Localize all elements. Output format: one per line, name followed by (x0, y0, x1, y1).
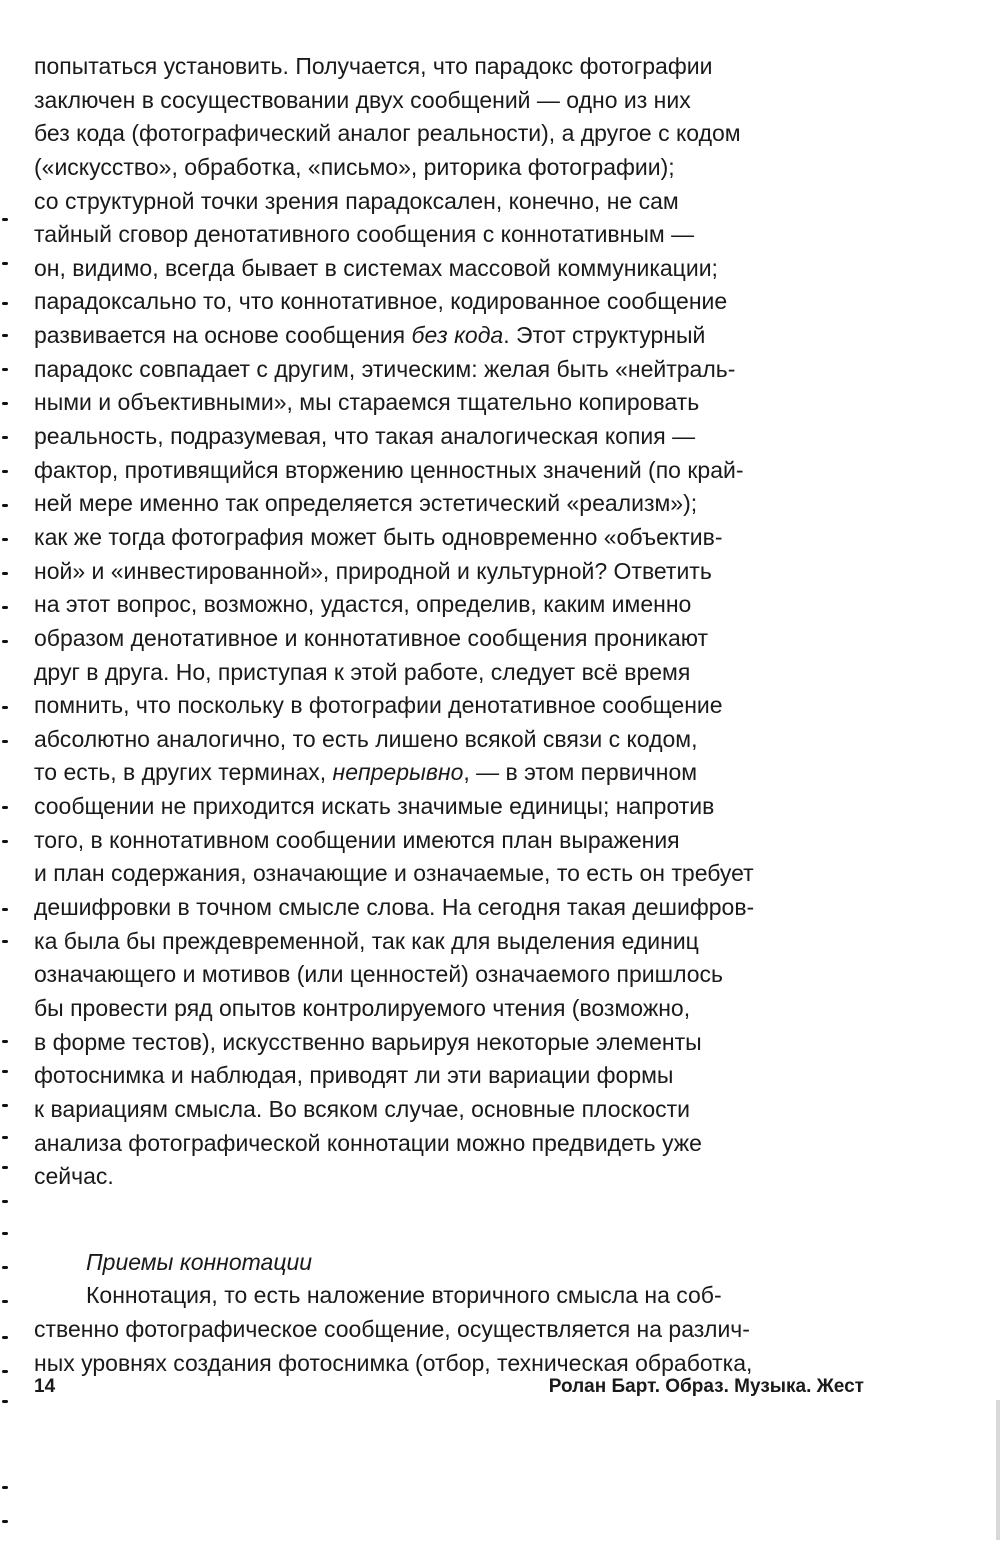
binding-mark (2, 606, 8, 609)
text-line: тайный сговор денотативного сообщения с коннотативным — (34, 221, 695, 248)
text-line: анализа фотографической коннотации можно предвидеть уже (34, 1129, 702, 1156)
text-line: помнить, что поскольку в фотографии денотативное сообщение (34, 692, 723, 719)
binding-mark (2, 402, 8, 405)
text-line: ными и объективными», мы стараемся тщательно копировать (34, 389, 700, 416)
binding-mark (2, 218, 8, 221)
text-line: фотоснимка и наблюдая, приводят ли эти вариации формы (34, 1062, 674, 1089)
binding-mark (2, 740, 8, 743)
binding-mark (2, 368, 8, 371)
text-line: абсолютно аналогично, то есть лишено всякой связи с кодом, (34, 725, 698, 752)
text-run: развивается на основе сообщения (34, 322, 412, 349)
binding-mark (2, 436, 8, 439)
italic-term: без кода (411, 322, 504, 349)
text-line: сейчас. (34, 1163, 114, 1190)
binding-mark (2, 504, 8, 507)
text-line: он, видимо, всегда бывает в системах массовой коммуникации; (34, 254, 718, 281)
binding-marks (0, 0, 14, 1554)
text-line: того, в коннотативном сообщении имеются план выражения (34, 826, 680, 853)
section-paragraph (34, 1279, 884, 1380)
text-line: друг в друга. Но, приступая к этой работе, следует всё время (34, 658, 691, 685)
page-footer (34, 1376, 864, 1398)
binding-mark (2, 470, 8, 473)
binding-mark (2, 840, 8, 843)
text-line: как же тогда фотография может быть одновременно «объектив- (34, 523, 723, 550)
binding-mark (2, 1400, 8, 1403)
text-line: дешифровки в точном смысле слова. На сегодня такая дешифров- (34, 894, 755, 921)
binding-mark (2, 940, 8, 943)
binding-mark (2, 262, 8, 265)
text-line: ных уровнях создания фотоснимка (отбор, техническая обработка, (34, 1349, 753, 1376)
section-heading: Приемы коннотации (86, 1248, 313, 1275)
text-line (34, 319, 884, 353)
text-line: парадоксально то, что коннотативное, кодированное сообщение (34, 288, 728, 315)
text-line: ней мере именно так определяется эстетический «реализм»); (34, 490, 698, 517)
italic-term: непрерывно (332, 759, 464, 786)
text-line: образом денотативное и коннотативное сообщения проникают (34, 624, 709, 651)
body-text (34, 50, 884, 1380)
binding-mark (2, 1200, 8, 1203)
text-line: и план содержания, означающие и означаемые, то есть он требует (34, 860, 754, 887)
text-line (34, 756, 884, 790)
text-line: к вариациям смысла. Во всяком случае, основные плоскости (34, 1095, 691, 1122)
binding-mark (2, 706, 8, 709)
text-line: со структурной точки зрения парадоксален, конечно, не сам (34, 187, 679, 214)
binding-mark (2, 1136, 8, 1139)
main-paragraph (34, 50, 884, 1194)
binding-mark (2, 640, 8, 643)
text-line: бы провести ряд опытов контролируемого чтения (возможно, (34, 994, 691, 1021)
binding-mark (2, 1486, 8, 1489)
binding-mark (2, 1070, 8, 1073)
binding-mark (2, 1266, 8, 1269)
running-title: Ролан Барт. Образ. Музыка. Жест (548, 1376, 864, 1397)
binding-mark (2, 302, 8, 305)
text-run: то есть, в других терминах, (34, 759, 333, 786)
binding-mark (2, 1520, 8, 1523)
binding-mark (2, 572, 8, 575)
page-number: 14 (34, 1376, 56, 1397)
text-line: («искусство», обработка, «письмо», риторика фотографии); (34, 153, 675, 180)
section-gap (34, 1194, 884, 1246)
text-line: ственно фотографическое сообщение, осуществляется на различ- (34, 1316, 750, 1343)
binding-mark (2, 1040, 8, 1043)
text-run: . Этот структурный (503, 322, 706, 349)
text-line: заключен в сосуществовании двух сообщений — одно из них (34, 86, 691, 113)
text-line: ка была бы преждевременной, так как для выделения единиц (34, 927, 699, 954)
binding-mark (2, 1166, 8, 1169)
text-line: парадокс совпадает с другим, этическим: желая быть «нейтраль- (34, 355, 736, 382)
binding-mark (2, 538, 8, 541)
binding-mark (2, 334, 8, 337)
binding-mark (2, 1370, 8, 1373)
text-run: , — в этом первичном (463, 759, 698, 786)
text-line: сообщении не приходится искать значимые единицы; напротив (34, 793, 715, 820)
binding-mark (2, 1232, 8, 1235)
text-line: ной» и «инвестированной», природной и культурной? Ответить (34, 557, 712, 584)
binding-mark (2, 1300, 8, 1303)
text-line: реальность, подразумевая, что такая аналогическая копия — (34, 423, 696, 450)
binding-mark (2, 1336, 8, 1339)
text-line: Коннотация, то есть наложение вторичного смысла на соб- (86, 1282, 722, 1309)
text-line: попытаться установить. Получается, что парадокс фотографии (34, 53, 713, 79)
binding-mark (2, 1104, 8, 1107)
binding-mark (2, 908, 8, 911)
text-line: фактор, противящийся вторжению ценностных значений (по край- (34, 456, 744, 483)
text-line: в форме тестов), искусственно варьируя некоторые элементы (34, 1028, 702, 1055)
binding-mark (2, 806, 8, 809)
text-line: на этот вопрос, возможно, удастся, определив, каким именно (34, 591, 692, 618)
page-edge-shadow (996, 1400, 1000, 1540)
text-line: без кода (фотографический аналог реальности), а другое с кодом (34, 120, 741, 147)
text-line: означающего и мотивов (или ценностей) означаемого пришлось (34, 961, 724, 988)
